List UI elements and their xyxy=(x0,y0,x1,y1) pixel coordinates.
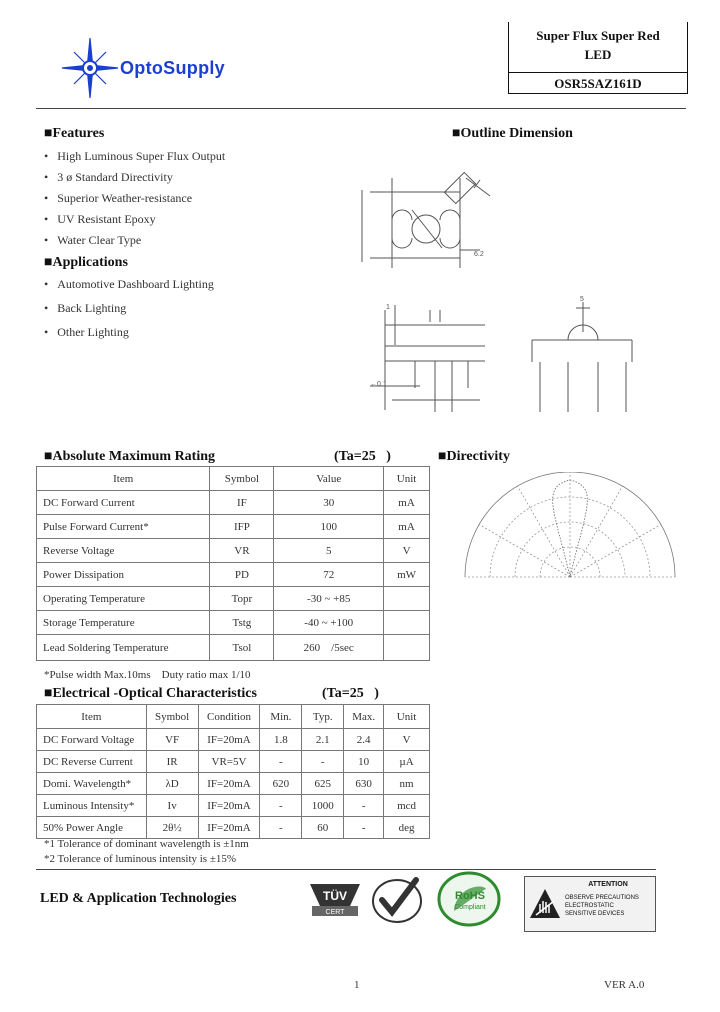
attention-title: ATTENTION xyxy=(588,881,628,888)
col-header: Item xyxy=(37,467,210,491)
abs-max-heading: ■Absolute Maximum Rating xyxy=(44,449,216,464)
electro-note-1: *1 Tolerance of dominant wavelength is ±1nm xyxy=(44,838,249,850)
list-item: • Back Lighting xyxy=(44,301,127,315)
rohs-text: RoHS xyxy=(455,890,485,902)
table-row: DC Forward Voltage VF IF=20mA 1.8 2.1 2.4 V xyxy=(37,729,430,751)
product-title-1: Super Flux Super Red xyxy=(536,28,660,43)
abs-max-table xyxy=(36,466,430,661)
table-row: Operating Temperature Topr -30 ~ +85 xyxy=(37,587,430,611)
table-row: 50% Power Angle 2θ½ IF=20mA - 60 - deg xyxy=(37,817,430,839)
checkmark-seal-icon xyxy=(370,874,424,924)
table-header-row xyxy=(37,467,430,491)
attention-line-3: SENSITIVE DEVICES xyxy=(565,911,625,917)
header-rule xyxy=(36,108,686,109)
company-logo xyxy=(58,36,278,96)
table-row: Pulse Forward Current* IFP 100 mA xyxy=(37,515,430,539)
footer-company: LED & Application Technologies xyxy=(40,891,237,906)
svg-text:1: 1 xyxy=(386,304,390,311)
title-box xyxy=(508,22,688,94)
company-name: OptoSupply xyxy=(120,58,225,78)
electro-table xyxy=(36,704,430,839)
col-header: Value xyxy=(274,467,384,491)
applications-list xyxy=(44,277,214,349)
attention-line-1: OBSERVE PRECAUTIONS xyxy=(565,895,639,901)
col-header: Symbol xyxy=(210,467,274,491)
list-item: • Other Lighting xyxy=(44,325,129,339)
compliance-badge xyxy=(370,874,424,924)
tuv-text: TÜV xyxy=(323,889,347,903)
page-number: 1 xyxy=(354,979,360,991)
rohs-leaf-icon xyxy=(436,871,502,927)
features-heading: ■Features xyxy=(44,126,105,141)
table-row: DC Reverse Current IR VR=5V - - 10 µA xyxy=(37,751,430,773)
list-item: • UV Resistant Epoxy xyxy=(44,212,156,226)
svg-text:←0.1: ←0.1 xyxy=(370,381,387,388)
outline-heading: ■Outline Dimension xyxy=(452,126,573,141)
list-item: • Automotive Dashboard Lighting xyxy=(44,277,214,291)
svg-text:6.2: 6.2 xyxy=(474,251,484,258)
electro-note-2: *2 Tolerance of luminous intensity is ±15% xyxy=(44,853,237,865)
outline-drawing xyxy=(340,150,660,440)
tuv-cert-icon xyxy=(306,878,364,922)
esd-hand-icon xyxy=(528,887,562,921)
tuv-sub-text: CERT xyxy=(325,909,345,916)
table-row: Power Dissipation PD 72 mW xyxy=(37,563,430,587)
table-row: Luminous Intensity* Iv IF=20mA - 1000 - mcd xyxy=(37,795,430,817)
table-row: DC Forward Current IF 30 mA xyxy=(37,491,430,515)
electro-heading: ■Electrical -Optical Characteristics xyxy=(44,686,257,701)
title-divider xyxy=(509,72,687,73)
applications-heading: ■Applications xyxy=(44,255,128,270)
abs-max-note: *Pulse width Max.10ms Duty ratio max 1/10 xyxy=(44,669,251,681)
list-item: • Water Clear Type xyxy=(44,233,142,247)
table-row: Lead Soldering Temperature Tsol 260 /5sec xyxy=(37,635,430,661)
abs-max-condition: (Ta=25 ) xyxy=(334,449,391,464)
directivity-heading: ■Directivity xyxy=(438,449,510,464)
col-header: Unit xyxy=(384,467,430,491)
table-row: Domi. Wavelength* λD IF=20mA 620 625 630 nm xyxy=(37,773,430,795)
product-title-2: LED xyxy=(584,47,612,62)
attention-line-2: ELECTROSTATIC xyxy=(565,903,614,909)
list-item: • Superior Weather-resistance xyxy=(44,191,193,205)
electro-condition: (Ta=25 ) xyxy=(322,686,379,701)
title-bottom-line xyxy=(509,93,687,94)
features-list xyxy=(44,149,225,254)
directivity-polar-plot xyxy=(460,472,680,582)
rohs-badge xyxy=(436,871,502,927)
esd-attention-box xyxy=(524,876,656,932)
version-label: VER A.0 xyxy=(604,979,645,991)
rohs-sub-text: Compliant xyxy=(454,904,486,911)
list-item: • High Luminous Super Flux Output xyxy=(44,149,226,163)
table-header-row: Item Symbol Condition Min. Typ. Max. Unit xyxy=(37,705,430,729)
part-number: OSR5SAZ161D xyxy=(554,76,642,91)
footer-rule xyxy=(36,869,656,870)
table-row: Reverse Voltage VR 5 V xyxy=(37,539,430,563)
tuv-badge xyxy=(306,878,364,922)
table-row: Storage Temperature Tstg -40 ~ +100 xyxy=(37,611,430,635)
svg-text:5: 5 xyxy=(580,296,584,303)
list-item: • 3 ø Standard Directivity xyxy=(44,170,173,184)
